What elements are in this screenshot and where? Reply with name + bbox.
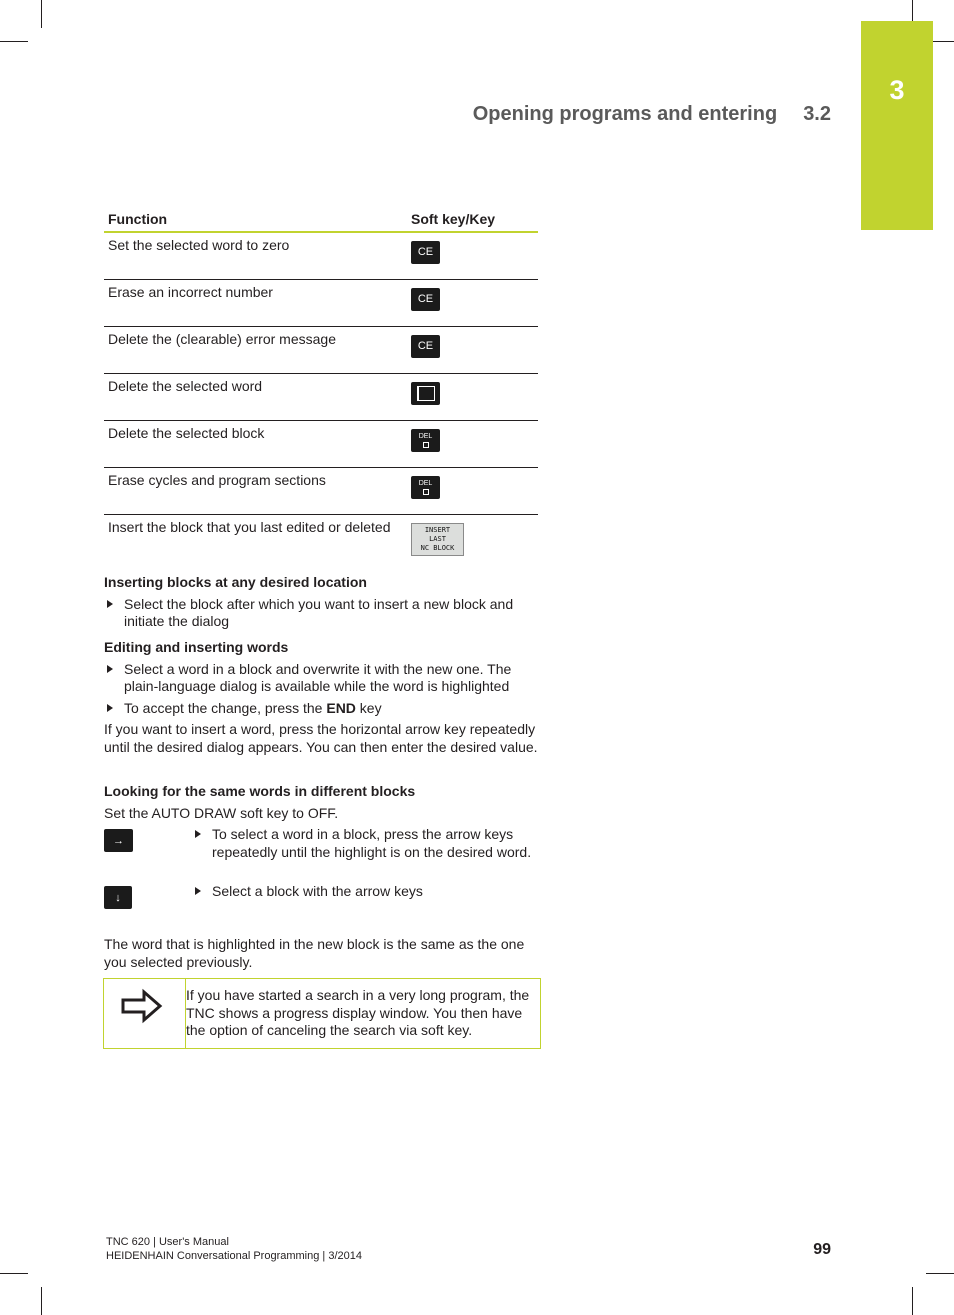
function-cell: Erase cycles and program sections: [104, 468, 407, 515]
function-cell: Erase an incorrect number: [104, 280, 407, 327]
table-row: [104, 232, 538, 280]
table-row: [104, 280, 538, 327]
page-header: [430, 103, 831, 126]
key-cell: [407, 468, 538, 515]
table-row: [104, 468, 538, 515]
chapter-tab: [861, 21, 933, 230]
crop-mark: [41, 0, 42, 28]
key-cell: [407, 515, 538, 566]
crop-mark: [912, 1287, 913, 1315]
list-item: Select the block after which you want to insert a new block and initiate the dialog: [104, 596, 540, 631]
list-item: To accept the change, press the END key: [104, 700, 540, 718]
key-cell: [407, 374, 538, 421]
step-list: [192, 826, 537, 861]
paragraph: Set the AUTO DRAW soft key to OFF.: [104, 804, 339, 821]
function-table: [104, 207, 538, 565]
function-cell: Delete the selected word: [104, 374, 407, 421]
key-cell: [407, 280, 538, 327]
end-key-label: END: [326, 699, 356, 716]
table-row: [104, 327, 538, 374]
crop-mark: [41, 1287, 42, 1315]
arrow-right-key-icon: →: [104, 829, 133, 852]
crop-mark: [0, 41, 28, 42]
table-row: [104, 421, 538, 468]
list-item: To select a word in a block, press the arrow keys repeatedly until the highlight is on the desired word.: [192, 826, 537, 861]
key-cell: [407, 327, 538, 374]
note-text: If you have started a search in a very long program, the TNC shows a progress display window. You then have the option of canceling the search via soft key.: [186, 987, 530, 1038]
function-cell: Delete the (clearable) error message: [104, 327, 407, 374]
list-item: Select a word in a block and overwrite it with the new one. The plain-language dialog is available while the word is highlighted: [104, 661, 540, 696]
chapter-number: 3: [889, 75, 905, 105]
function-cell: Insert the block that you last edited or deleted: [108, 519, 391, 535]
ce-key-icon: CE: [411, 241, 440, 264]
section-heading: Inserting blocks at any desired location: [104, 574, 367, 590]
note-box: [103, 978, 541, 1049]
no-ent-key-icon: [411, 382, 440, 405]
paragraph: The word that is highlighted in the new block is the same as the one you selected previously.: [104, 936, 525, 970]
function-cell: Delete the selected block: [104, 421, 407, 468]
key-cell: [407, 421, 538, 468]
footer-line: TNC 620 | User's Manual: [106, 1236, 229, 1248]
crop-mark: [0, 1273, 28, 1274]
header-section: 3.2: [803, 103, 831, 125]
ce-key-icon: CE: [411, 288, 440, 311]
page-footer: [106, 1235, 362, 1263]
result-paragraph: [104, 936, 540, 971]
insert-last-nc-block-softkey-icon: INSERT LAST NC BLOCK: [411, 523, 464, 556]
paragraph: If you want to insert a word, press the horizontal arrow key repeatedly until the desired dialog appears. You can then enter the desired value.: [104, 721, 538, 755]
header-title: Opening programs and entering: [472, 103, 778, 125]
del-key-icon: DEL: [411, 476, 440, 499]
section-heading: Editing and inserting words: [104, 639, 289, 655]
table-row: [104, 515, 538, 566]
function-cell: Set the selected word to zero: [104, 232, 407, 280]
step-list: [192, 883, 537, 901]
arrow-right-icon: [120, 988, 164, 1029]
arrow-down-key-icon: ↓: [104, 886, 132, 909]
section-heading: Looking for the same words in different blocks: [104, 783, 416, 799]
section-inserting: [104, 574, 540, 631]
footer-line: HEIDENHAIN Conversational Programming | 3/2014: [106, 1250, 362, 1262]
section-editing: [104, 639, 540, 756]
list-item: Select a block with the arrow keys: [192, 883, 537, 901]
key-cell: [407, 232, 538, 280]
del-key-icon: DEL: [411, 429, 440, 452]
column-header-function: Function: [104, 207, 407, 232]
ce-key-icon: CE: [411, 335, 440, 358]
crop-mark: [926, 1273, 954, 1274]
table-row: [104, 374, 538, 421]
page-number: 99: [813, 1241, 831, 1258]
column-header-key: Soft key/Key: [407, 207, 538, 232]
section-looking: [104, 783, 540, 822]
